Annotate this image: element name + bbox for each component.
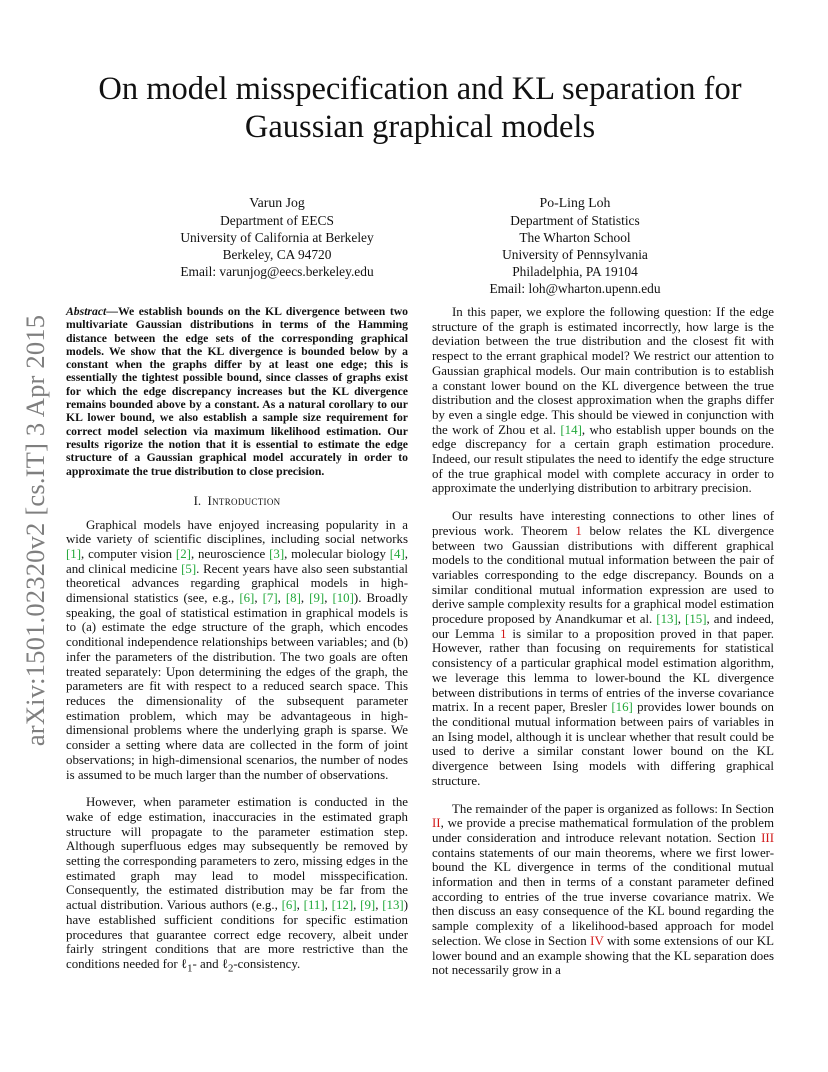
section-link[interactable]: III	[761, 830, 774, 845]
citation-link[interactable]: [6]	[239, 591, 255, 606]
intro-paragraph-4: Our results have interesting connections to other lines of previous work. Theorem 1 below relates the KL divergence between two Gaussian distributions with different graphical models to the conditional mutual information between the pair of variables corresponding to the edge discrepancy. Bounds on a similar conditional mutual information expression are used to derive sample complexity results for a graphical model estimation procedure proposed by Anandkumar et al. [13], [15], and indeed, our Lemma 1 is similar to a proposition proved in that paper. However, rather than focusing on requirements for statistical consistency of a particular graphical model estimation algorithm, we leverage this lemma to lower-bound the KL divergence between distributions in terms of entries of the inverse covariance matrix. In a recent paper, Bresler [16] provides lower bounds on the conditional mutual information between pairs of variables in an Ising model, although it is unclear whether that result could be used to derive a similar constant lower bound on the KL divergence between Ising models with differing graphical structure.	[432, 509, 775, 788]
intro-paragraph-3: In this paper, we explore the following question: If the edge structure of the graph is estimated incorrectly, how large is the deviation between the true distribution and the closest fit with respect to the errant graphical model? We restrict our attention to Gaussian graphical models. Our main contribution is to establish a constant lower bound on the KL divergence between the true distribution and the closest approximation when the graphs differ by even a single edge. This should be viewed in conjunction with the work of Zhou et al. [14], who establish upper bounds on the edge discrepancy for a certain graph estimation procedure. Indeed, our result stipulates the need to identify the edge structure of the true graphical model with complete accuracy in order to approximate the underlying distribution to arbitrary precision.	[432, 305, 774, 496]
section-link[interactable]: II	[432, 816, 441, 831]
section-link[interactable]: IV	[590, 933, 604, 948]
right-column	[432, 305, 774, 991]
citation-link[interactable]: [5]	[181, 561, 197, 576]
intro-paragraph-1: Graphical models have enjoyed increasing popularity in a wide variety of scientific disciplines, including social networks [1], computer vision [2], neuroscience [3], molecular biology [4], and clinical medicine [5]. Recent years have also seen substantial theoretical advances regarding graphical models in high-dimensional statistics (see, e.g., [6], [7], [8], [9], [10]). Broadly speaking, the goal of statistical estimation in graphical models is to (a) estimate the edge structure of the graph, which encodes conditional independence relationships between variables; and (b) infer the parameters of the distribution. The two goals are often treated separately: Upon determining the edges of the graph, the parameters are fit with respect to a reduced search space. This reduces the dimensionality of the subsequent parameter estimation problem, which may be advantageous in high-dimensional problems where the underlying graph is sparse. We consider a setting where data are collected in the form of joint observations; in high-dimensional scenarios, the number of nodes is assumed to be much larger than the number of observations.	[66, 517, 409, 782]
citation-link[interactable]: [7]	[262, 591, 278, 606]
arxiv-stamp-text: arXiv:1501.02320v2 [cs.IT] 3 Apr 2015	[20, 314, 51, 746]
author-name: Varun Jog	[249, 195, 305, 210]
author-email: Email: varunjog@eecs.berkeley.edu	[180, 264, 374, 279]
citation-link[interactable]: [11]	[303, 898, 325, 913]
author-name: Po-Ling Loh	[539, 195, 611, 210]
abstract-label: Abstract	[66, 305, 107, 318]
abstract	[66, 305, 408, 478]
left-column	[66, 305, 408, 989]
citation-link[interactable]: [3]	[269, 546, 285, 561]
citation-link[interactable]: [4]	[389, 546, 405, 561]
author-email: Email: loh@wharton.upenn.edu	[489, 281, 661, 296]
paper-title	[60, 70, 780, 146]
citation-link[interactable]: [13]	[656, 612, 678, 627]
arxiv-identifier-stamp	[14, 300, 58, 760]
citation-link[interactable]: [16]	[611, 700, 633, 715]
citation-link[interactable]: [10]	[332, 591, 354, 606]
intro-paragraph-5: The remainder of the paper is organized as follows: In Section II, we provide a precise mathematical formulation of the problem under consideration and introduce relevant notation. Section III contains statements of our main theorems, where we first lower-bound the KL divergence in terms of the conditional mutual information and then in terms of a constant parameter defined according to entries of the true inverse covariance matrix. We then discuss an easy consequence of the KL bound regarding the sample complexity of a likelihood-based approach for model selection. We close in Section IV with some extensions of our KL lower bound and an example showing that the KL separation does not necessarily grow in a	[432, 801, 774, 978]
author-department: Department of Statistics	[510, 213, 640, 228]
title-line-2: Gaussian graphical models	[244, 109, 596, 145]
citation-link[interactable]: [15]	[685, 612, 707, 627]
section-number: I.	[193, 493, 202, 508]
author-block-1	[160, 194, 394, 280]
citation-link[interactable]: [12]	[331, 898, 354, 913]
author-block-2	[455, 194, 695, 297]
citation-link[interactable]: [9]	[309, 591, 325, 606]
citation-link[interactable]: [1]	[66, 546, 82, 561]
citation-link[interactable]: [13]	[382, 898, 404, 913]
abstract-text: —We establish bounds on the KL divergence between two multivariate Gaussian distributions in terms of the Hamming distance between the edge sets of the corresponding graphical models. We show that the KL divergence is bounded below by a constant when the graphs differ by at least one edge; this is essentially the tightest possible bound, since classes of graphs exist for which the edge discrepancy increases but the KL divergence remains bounded above by a constant. As a natural corollary to our KL lower bound, we also establish a sample size requirement for correct model selection via maximum likelihood estimation. Our results rigorize the notion that it is essential to estimate the edge structure of a Gaussian graphical model accurately in order to approximate the true distribution to close precision.	[66, 305, 408, 478]
intro-paragraph-2: However, when parameter estimation is conducted in the wake of edge estimation, inaccuracies in the estimated graph structure will propagate to the parameter estimation step. Although superfluous edges may subsequently be removed by setting the corresponding parameters to zero, missing edges in the estimated graph may lead to model misspecification. Consequently, the estimated distribution may be far from the actual distribution. Various authors (e.g., [6], [11], [12], [9], [13]) have established sufficient conditions for specific estimation procedures that guarantee correct edge recovery, albeit under fairly stringent conditions that are more restrictive than the conditions needed for ℓ$_1$- and ℓ$_2$-consistency.	[66, 795, 408, 975]
citation-link[interactable]: [6]	[281, 898, 297, 913]
citation-link[interactable]: [9]	[360, 898, 376, 913]
citation-link[interactable]: [8]	[285, 591, 301, 606]
author-organization: University of Pennsylvania	[502, 247, 648, 262]
section-title: Introduction	[207, 493, 281, 508]
author-city: Philadelphia, PA 19104	[512, 264, 638, 279]
citation-link[interactable]: [14]	[560, 422, 582, 437]
citation-link[interactable]: [2]	[175, 546, 191, 561]
author-city: Berkeley, CA 94720	[222, 247, 332, 262]
section-heading-introduction	[66, 494, 408, 509]
author-organization: University of California at Berkeley	[180, 230, 374, 245]
author-school: The Wharton School	[519, 230, 631, 245]
title-line-1: On model misspecification and KL separation for	[98, 71, 742, 107]
lemma-link[interactable]: 1	[500, 626, 507, 641]
author-department: Department of EECS	[220, 213, 334, 228]
theorem-link[interactable]: 1	[575, 523, 582, 538]
